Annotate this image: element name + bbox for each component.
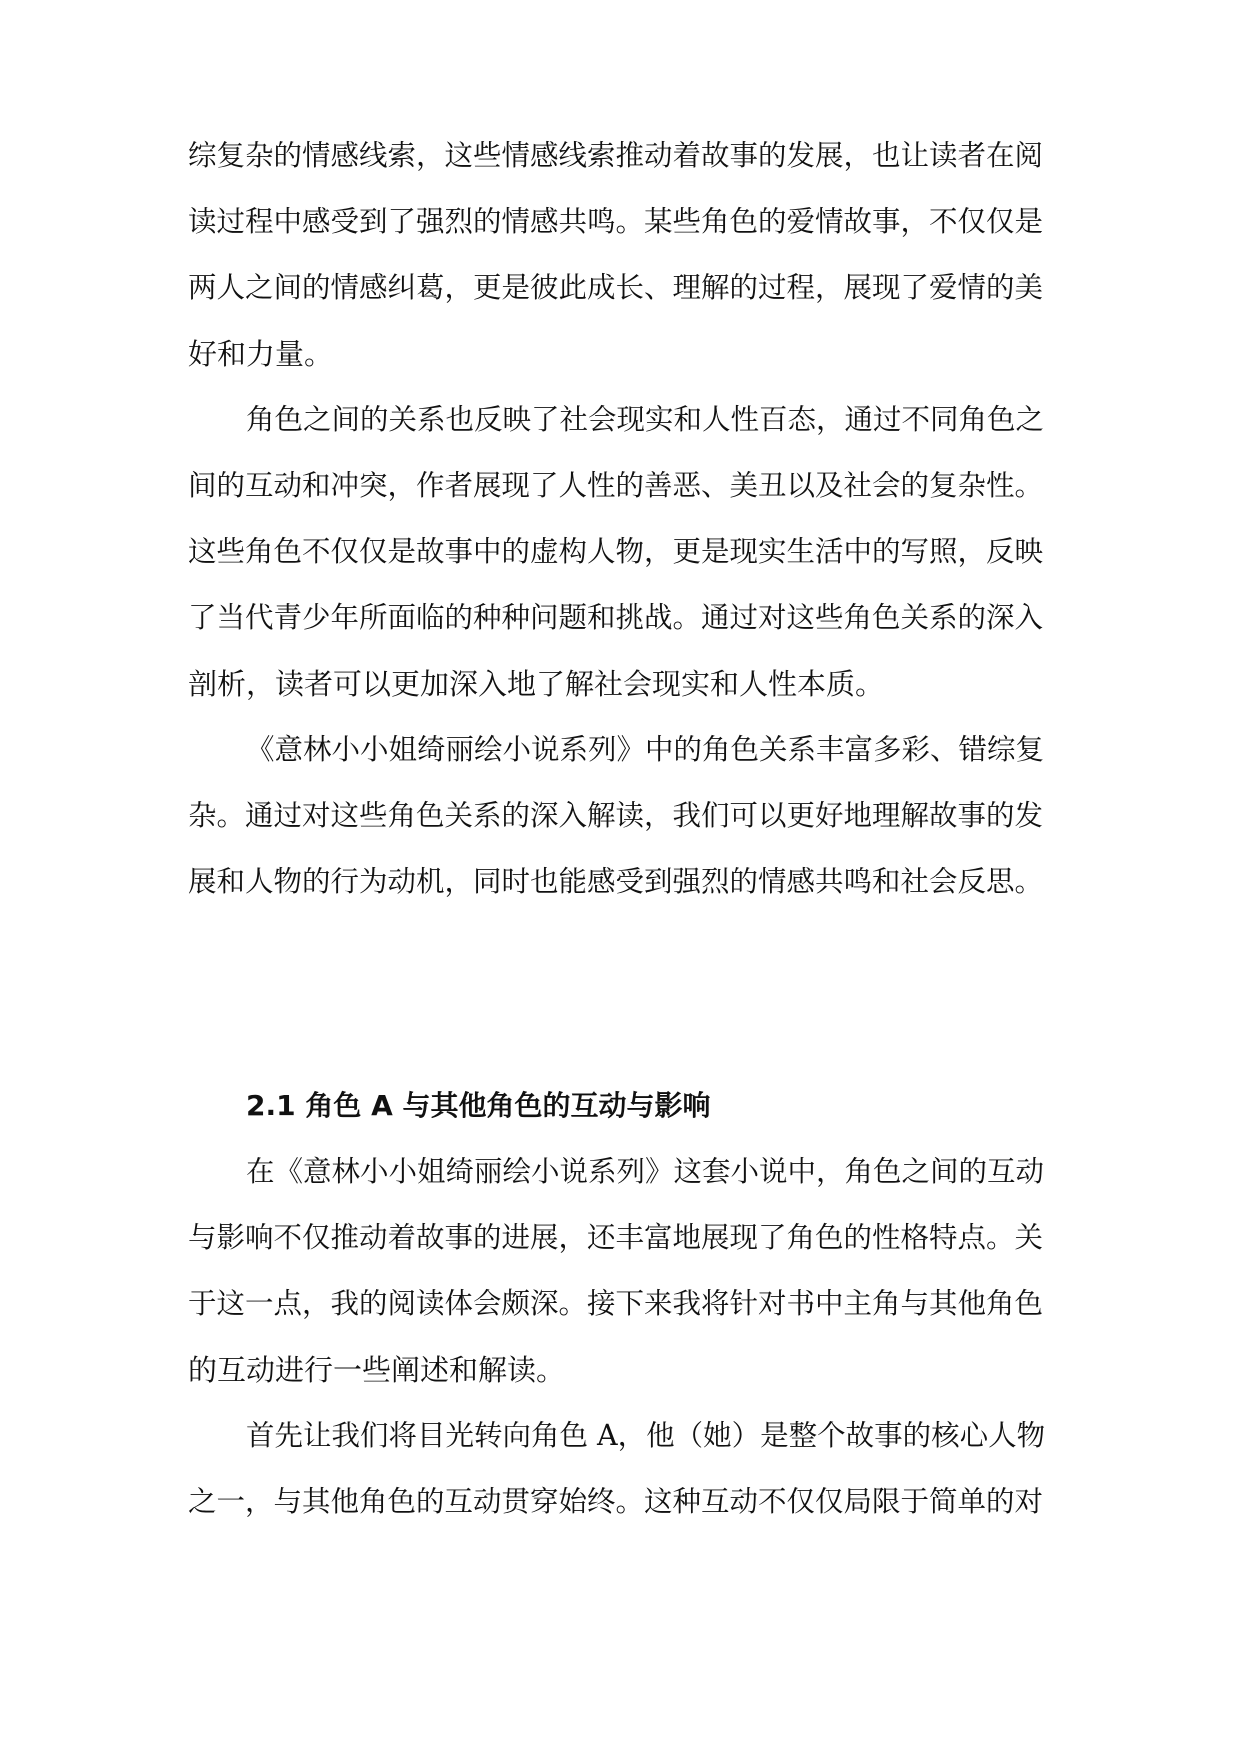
paragraph-1-line-3: 两人之间的情感纠葛，更是彼此成长、理解的过程，展现了爱情的美 (188, 271, 1044, 304)
paragraph-1-line-1: 综复杂的情感线索，这些情感线索推动着故事的发展，也让读者在阅 (188, 139, 1044, 172)
paragraph-2-line-2: 间的互动和冲突，作者展现了人性的善恶、美丑以及社会的复杂性。 (188, 469, 1044, 502)
paragraph-5-line-1: 首先让我们将目光转向角色 A，他（她）是整个故事的核心人物 (246, 1419, 1046, 1452)
paragraph-1-line-2: 读过程中感受到了强烈的情感共鸣。某些角色的爱情故事，不仅仅是 (188, 205, 1044, 238)
paragraph-2-line-1: 角色之间的关系也反映了社会现实和人性百态，通过不同角色之 (246, 403, 1045, 436)
section-heading: 2.1 角色 A 与其他角色的互动与影响 (246, 1089, 711, 1122)
paragraph-4-line-1: 在《意林小小姐绮丽绘小说系列》这套小说中，角色之间的互动 (246, 1155, 1045, 1188)
paragraph-1-line-4: 好和力量。 (188, 337, 334, 371)
paragraph-4-line-3: 于这一点，我的阅读体会颇深。接下来我将针对书中主角与其他角色 (188, 1287, 1044, 1320)
paragraph-5-line-2: 之一，与其他角色的互动贯穿始终。这种互动不仅仅局限于简单的对 (188, 1485, 1044, 1518)
paragraph-2-line-3: 这些角色不仅仅是故事中的虚构人物，更是现实生活中的写照，反映 (188, 535, 1044, 568)
paragraph-2-line-4: 了当代青少年所面临的种种问题和挑战。通过对这些角色关系的深入 (188, 601, 1044, 634)
paragraph-2-line-5: 剖析，读者可以更加深入地了解社会现实和人性本质。 (188, 667, 885, 701)
paragraph-3-line-3: 展和人物的行为动机，同时也能感受到强烈的情感共鸣和社会反思。 (188, 865, 1044, 898)
paragraph-4-line-4: 的互动进行一些阐述和解读。 (188, 1353, 566, 1387)
paragraph-3-line-1: 《意林小小姐绮丽绘小说系列》中的角色关系丰富多彩、错综复 (246, 733, 1045, 766)
paragraph-4-line-2: 与影响不仅推动着故事的进展，还丰富地展现了角色的性格特点。关 (188, 1221, 1044, 1254)
paragraph-3-line-2: 杂。通过对这些角色关系的深入解读，我们可以更好地理解故事的发 (188, 799, 1044, 832)
